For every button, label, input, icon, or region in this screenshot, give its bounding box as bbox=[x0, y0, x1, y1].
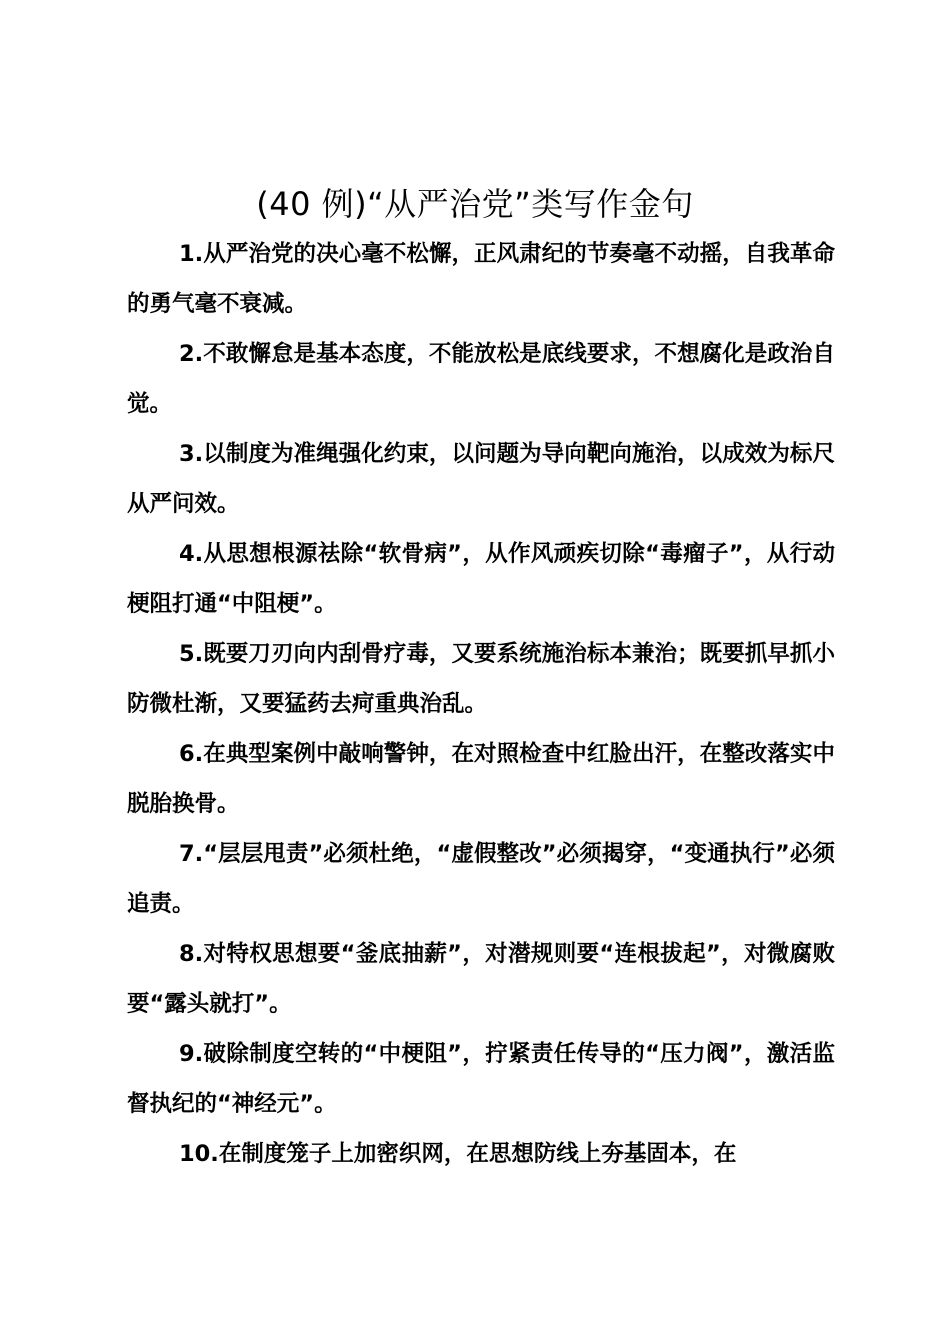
paragraph-5: 5.既要刀刃向内刮骨疗毒，又要系统施治标本兼治；既要抓早抓小防微杜渐，又要猛药去疴重典治乱。 bbox=[127, 641, 835, 717]
document-body bbox=[127, 229, 835, 1179]
paragraph-9: 9.破除制度空转的“中梗阻”，拧紧责任传导的“压力阀”，激活监督执纪的“神经元”。 bbox=[127, 1041, 835, 1117]
paragraph-2: 2.不敢懈怠是基本态度，不能放松是底线要求，不想腐化是政治自觉。 bbox=[127, 341, 835, 417]
paragraph-4: 4.从思想根源祛除“软骨病”，从作风顽疾切除“毒瘤子”，从行动梗阻打通“中阻梗”。 bbox=[127, 541, 835, 617]
paragraph-6: 6.在典型案例中敲响警钟，在对照检查中红脸出汗，在整改落实中脱胎换骨。 bbox=[127, 741, 835, 817]
paragraph-3: 3.以制度为准绳强化约束，以问题为导向靶向施治，以成效为标尺从严问效。 bbox=[127, 441, 835, 517]
document-title: (40 例)“从严治党”类写作金句 bbox=[256, 185, 694, 223]
paragraph-10: 10.在制度笼子上加密织网，在思想防线上夯基固本，在 bbox=[179, 1141, 737, 1167]
paragraph-8: 8.对特权思想要“釜底抽薪”，对潜规则要“连根拔起”，对微腐败要“露头就打”。 bbox=[127, 941, 835, 1017]
paragraph-7: 7.“层层甩责”必须杜绝，“虚假整改”必须揭穿，“变通执行”必须追责。 bbox=[127, 841, 835, 917]
paragraph-1: 1.从严治党的决心毫不松懈，正风肃纪的节奏毫不动摇，自我革命的勇气毫不衰减。 bbox=[127, 241, 835, 317]
